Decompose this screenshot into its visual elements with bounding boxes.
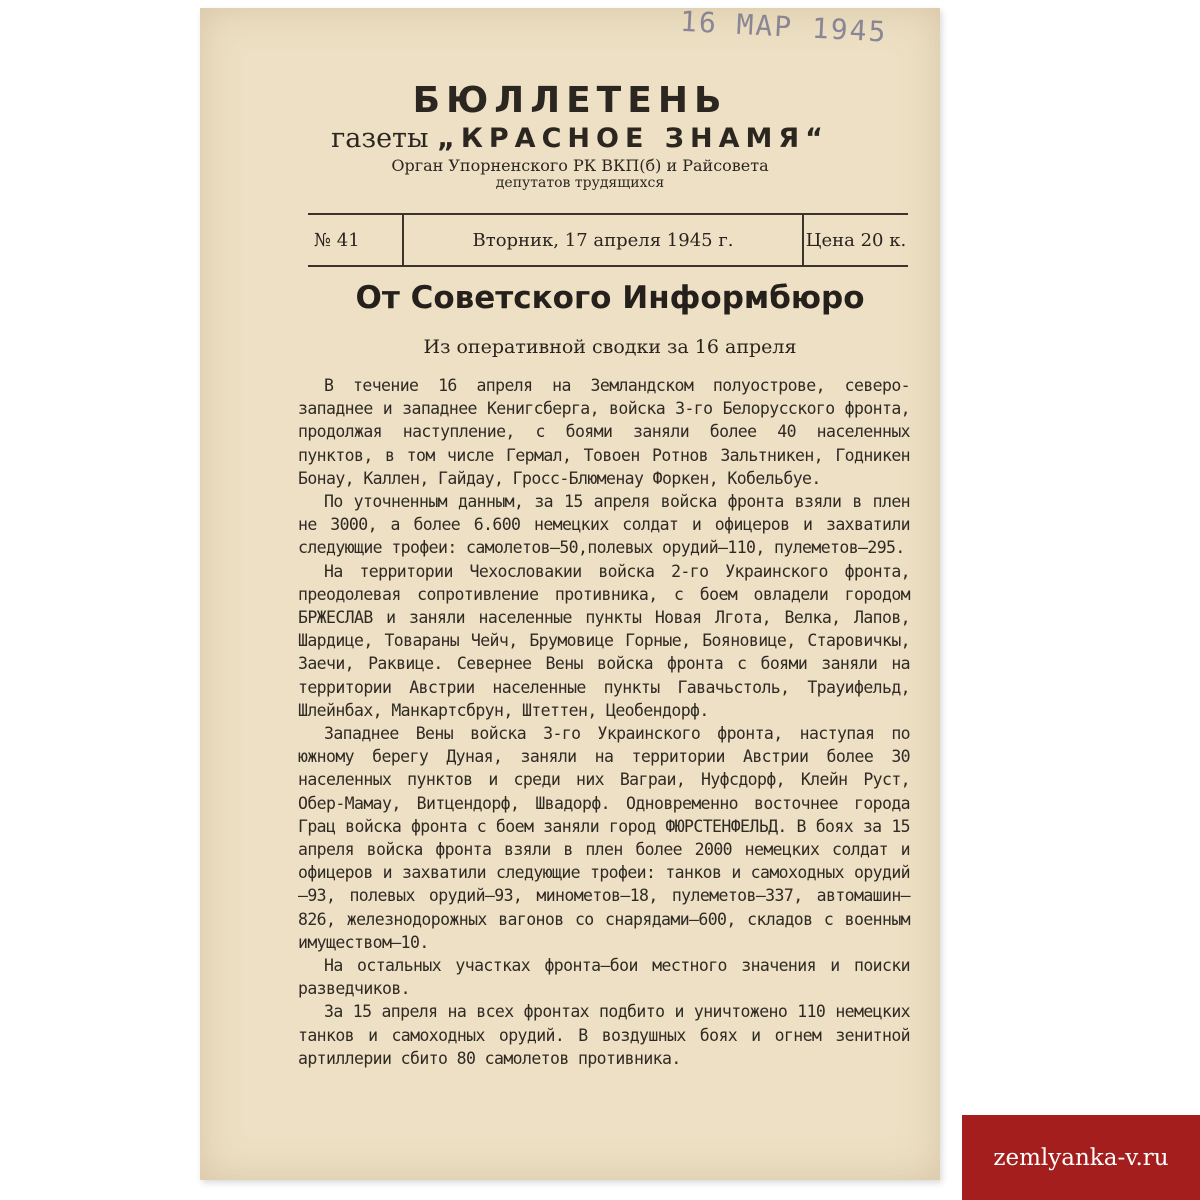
paragraph: За 15 апреля на всех фронтах подбито и уничтожено 110 немецких танков и самоходных орудий. В воздушных боях и огнем зенитной артиллерии сбито 80 самолетов противника. <box>298 1002 910 1068</box>
watermark-link[interactable]: zemlyanka-v.ru <box>962 1115 1200 1200</box>
paragraph: Западнее Вены войска 3-го Украинского фронта, наступая по южному берегу Дуная, заняли на территории Австрии более 30 населенных пунктов и среди них Ваграи, Нуфсдорф, Клейн Руст, Обер-Мамау, Витцендорф, Швадорф. Одновременно восточнее города Грац войска фронта с боем заняли город ФЮРСТЕНФЕЛЬД. В боях за 15 апреля войска фронта взяли в плен более 2000 немецких солдат и офицеров и захватили следующие трофеи: танков и самоходных орудий—93, полевых орудий—93, минометов—18, пулеметов—337, автомашин—826, железнодорожных вагонов со снарядами—600, складов с военным имуществом—10. <box>298 724 910 952</box>
paragraph: В течение 16 апреля на Земландском полуострове, северо-западнее и западнее Кенигсберга, войска 3-го Белорусского фронта, продолжая наступление, с боями заняли более 40 населенных пунктов, в том числе Гермал, Товоен Ротнов Зальтникен, Годникен Бонау, Каллен, Гайдау, Гросс-Блюменау Форкен, Кобельбуе. <box>298 376 910 488</box>
masthead-title: БЮЛЛЕТЕНЬ <box>412 80 728 121</box>
organ-line-2: депутатов трудящихся <box>495 175 665 191</box>
issue-price: Цена 20 к. <box>805 229 907 251</box>
organ-line-1: Орган Упорненского РК ВКП(б) и Райсовета <box>391 156 769 175</box>
masthead-paper-line <box>240 123 920 154</box>
headline: От Советского Информбюро <box>355 280 865 316</box>
issue-number: № 41 <box>308 215 404 265</box>
paragraph: На территории Чехословакии войска 2-го Украинского фронта, преодолевая сопротивление противника, с боем овладели городом БРЖЕСЛАВ и заняли населенные пункты Новая Лгота, Велка, Лапов, Шардице, Товараны Чейч, Брумовице Горные, Бояновице, Старовичкы, Заечи, Раквице. Севернее Вены войска фронта с боями заняли на территории Австрии населенные пункты Гавачьстоль, Трауифельд, Шлейнбах, Манкартсбрун, Штеттен, Цеобендорф. <box>298 561 910 720</box>
issue-date: Вторник, 17 апреля 1945 г. <box>404 215 804 265</box>
masthead <box>300 80 920 191</box>
paragraph: На остальных участках фронта—бои местного значения и поиски разведчиков. <box>298 956 910 999</box>
subheadline: Из оперативной сводки за 16 апреля <box>423 336 797 358</box>
paragraph: По уточненным данным, за 15 апреля войска фронта взяли в плен не 3000, а более 6.600 немецких солдат и офицеров и захватили следующие трофеи: самолетов—50,полевых орудий—110, пулеметов—295. <box>298 492 910 558</box>
article-body <box>298 374 910 1070</box>
paper-name: „КРАСНОЕ ЗНАМЯ“ <box>437 123 829 154</box>
paper-prefix: газеты <box>331 123 429 154</box>
date-stamp: 16 МАР 1945 <box>679 4 889 49</box>
issue-info-bar <box>308 213 908 267</box>
